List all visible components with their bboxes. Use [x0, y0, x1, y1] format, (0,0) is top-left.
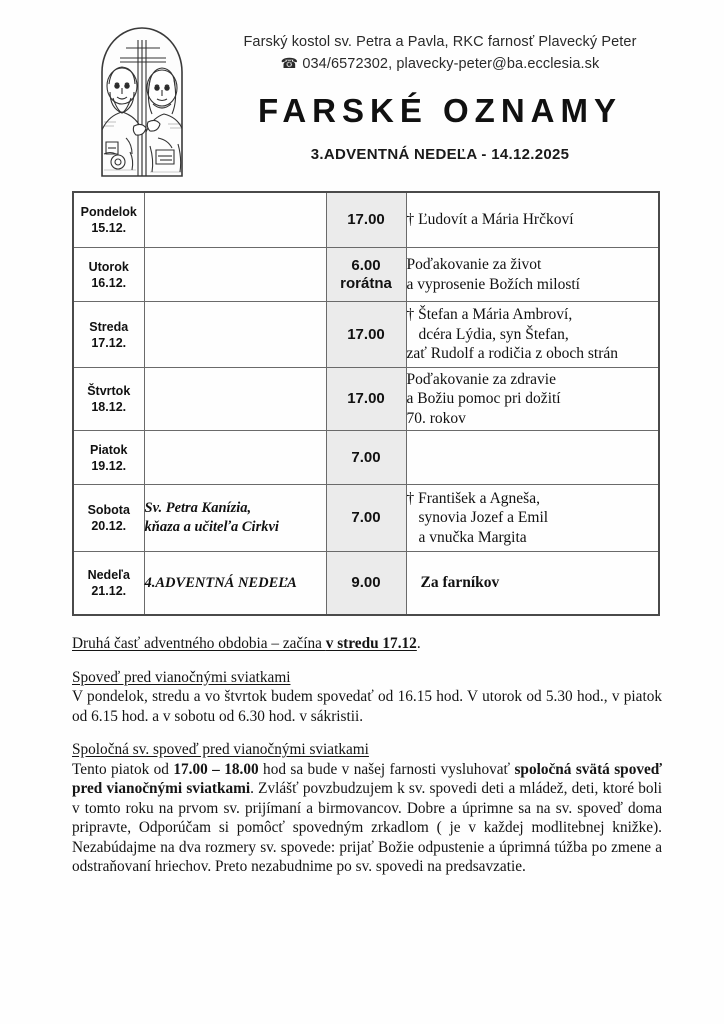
table-row	[73, 192, 659, 248]
day-cell	[73, 368, 144, 431]
intention-line: a Božiu pomoc pri dožití	[406, 390, 561, 408]
table-row	[73, 485, 659, 552]
mass-schedule-table-wrapper	[72, 191, 658, 616]
table-row	[73, 431, 659, 485]
intention-cell	[406, 552, 659, 616]
day-date: 16.12.	[91, 275, 127, 290]
intention-line: Za farníkov	[420, 574, 500, 592]
day-date: 21.12.	[91, 584, 127, 598]
day-name: Pondelok	[80, 205, 137, 219]
table-row	[73, 552, 659, 616]
time-cell	[326, 485, 406, 552]
telephone-icon: ☎	[280, 55, 299, 71]
common-confession-time: 17.00 – 18.00	[173, 760, 259, 778]
feast-cell	[144, 248, 326, 302]
mass-time: 17.00	[347, 325, 385, 343]
parish-contact-block	[190, 32, 690, 75]
time-cell	[326, 368, 406, 431]
day-cell	[73, 192, 144, 248]
day-date: 17.12.	[91, 335, 127, 350]
time-cell	[326, 302, 406, 368]
feast-line: 4.ADVENTNÁ NEDEĽA	[144, 574, 297, 591]
advent-note-tail: .	[416, 635, 421, 652]
table-row	[73, 368, 659, 431]
day-name: Sobota	[87, 503, 130, 517]
feast-line: Sv. Petra Kanízia,	[144, 500, 252, 516]
day-cell	[73, 431, 144, 485]
intention-line: a vnučka Margita	[418, 528, 527, 546]
spacer	[72, 726, 662, 740]
day-date: 18.12.	[91, 400, 127, 414]
saints-peter-paul-engraving-icon	[96, 26, 188, 186]
time-cell	[326, 552, 406, 616]
intention-line: † Ľudovít a Mária Hrčkoví	[406, 211, 574, 229]
intention-cell	[406, 485, 659, 552]
feast-cell	[144, 485, 326, 552]
day-name: Nedeľa	[87, 568, 130, 582]
feast-line: kňaza a učiteľa Cirkvi	[144, 519, 279, 535]
document-header	[0, 22, 724, 192]
feast-cell	[144, 302, 326, 368]
time-cell	[326, 431, 406, 485]
day-date: 19.12.	[91, 458, 127, 473]
intention-line: Poďakovanie za zdravie	[406, 370, 556, 388]
advent-note-plain: Druhá časť adventného obdobia – začína	[72, 635, 326, 652]
common-confession-bold: spoločná svätá spoveď pred vianočnými sviatkami	[72, 760, 662, 797]
feast-cell	[144, 192, 326, 248]
mass-time-note: rorátna	[340, 274, 392, 292]
mass-time: 17.00	[347, 390, 385, 407]
common-confession-p1: Tento piatok od	[72, 760, 174, 778]
intention-line: dcéra Lýdia, syn Štefan,	[418, 325, 569, 343]
feast-cell	[144, 368, 326, 431]
intention-cell	[406, 192, 659, 248]
intention-cell	[406, 368, 659, 431]
confession-body: V pondelok, stredu a vo štvrtok budem spovedať od 16.15 hod. V utorok od 5.30 hod., v piatok od 6.15 hod. a v sobotu od 6.30 hod. v sákristii.	[72, 688, 662, 725]
day-name: Streda	[89, 319, 129, 334]
day-name: Štvrtok	[87, 384, 131, 398]
intention-line: zať Rudolf a rodičia z oboch strán	[406, 345, 618, 363]
day-cell	[73, 302, 144, 368]
advent-note	[72, 634, 662, 654]
day-date: 20.12.	[91, 519, 127, 533]
common-confession-body	[72, 760, 662, 877]
mass-time: 6.00	[351, 256, 381, 274]
day-cell	[73, 552, 144, 616]
page-subtitle: 3.ADVENTNÁ NEDEĽA - 14.12.2025	[310, 146, 570, 163]
intention-cell	[406, 431, 659, 485]
day-name: Piatok	[89, 442, 128, 457]
intention-line: a vyprosenie Božích milostí	[406, 275, 580, 293]
intention-line: 70. rokov	[406, 409, 466, 427]
parish-contact-line	[190, 53, 690, 75]
page-title: FARSKÉ OZNAMY	[257, 92, 622, 129]
day-name: Utorok	[88, 259, 129, 274]
mass-time: 7.00	[351, 448, 381, 466]
time-cell	[326, 248, 406, 302]
common-confession-heading: Spoločná sv. spoveď pred vianočnými sviatkami	[72, 741, 369, 758]
intention-line: Poďakovanie za život	[406, 256, 542, 273]
table-row	[73, 248, 659, 302]
time-cell	[326, 192, 406, 248]
parish-name-line: Farský kostol sv. Petra a Pavla, RKC farnosť Plavecký Peter	[243, 34, 637, 50]
intention-cell	[406, 248, 659, 302]
feast-cell	[144, 431, 326, 485]
day-cell	[73, 485, 144, 552]
notices-section	[72, 634, 662, 877]
intention-line: † Štefan a Mária Ambroví,	[406, 306, 573, 324]
common-confession-p3: . Zvlášť povzbudzujem k sv. spovedi deti a mládež, deti, ktoré boli v tomto roku na prvom sv. prijímaní a birmovancov. Dobre a úprimne sa na sv. spoveď doma pripravte, Odporúčam si pomôcť spovedným zrkadlom ( je v každej modlitebnej knižke). Nezabúdajme na dva rozmery sv. spovede: prijať Božie odpustenie a úprimná túžba po zmene a odstraňovaní hriechov. Preto nezabudnime po sv. spovedi na predsavzatie.	[72, 780, 662, 875]
intention-line: synovia Jozef a Emil	[418, 509, 549, 527]
table-row	[73, 302, 659, 368]
mass-time: 7.00	[351, 509, 381, 526]
confession-heading: Spoveď pred vianočnými sviatkami	[72, 668, 291, 686]
common-confession-p2: hod sa bude v našej farnosti vysluhovať	[258, 760, 515, 778]
spacer	[72, 654, 662, 668]
contact-text: 034/6572302, plavecky-peter@ba.ecclesia.sk	[302, 56, 600, 72]
intention-cell	[406, 302, 659, 368]
day-date: 15.12.	[91, 221, 127, 235]
mass-time: 17.00	[347, 211, 385, 228]
intention-line: † František a Agneša,	[406, 489, 540, 507]
day-cell	[73, 248, 144, 302]
mass-schedule-table	[72, 191, 660, 616]
feast-cell	[144, 552, 326, 616]
advent-note-bold: v stredu 17.12	[325, 635, 417, 652]
mass-time: 9.00	[351, 574, 381, 591]
